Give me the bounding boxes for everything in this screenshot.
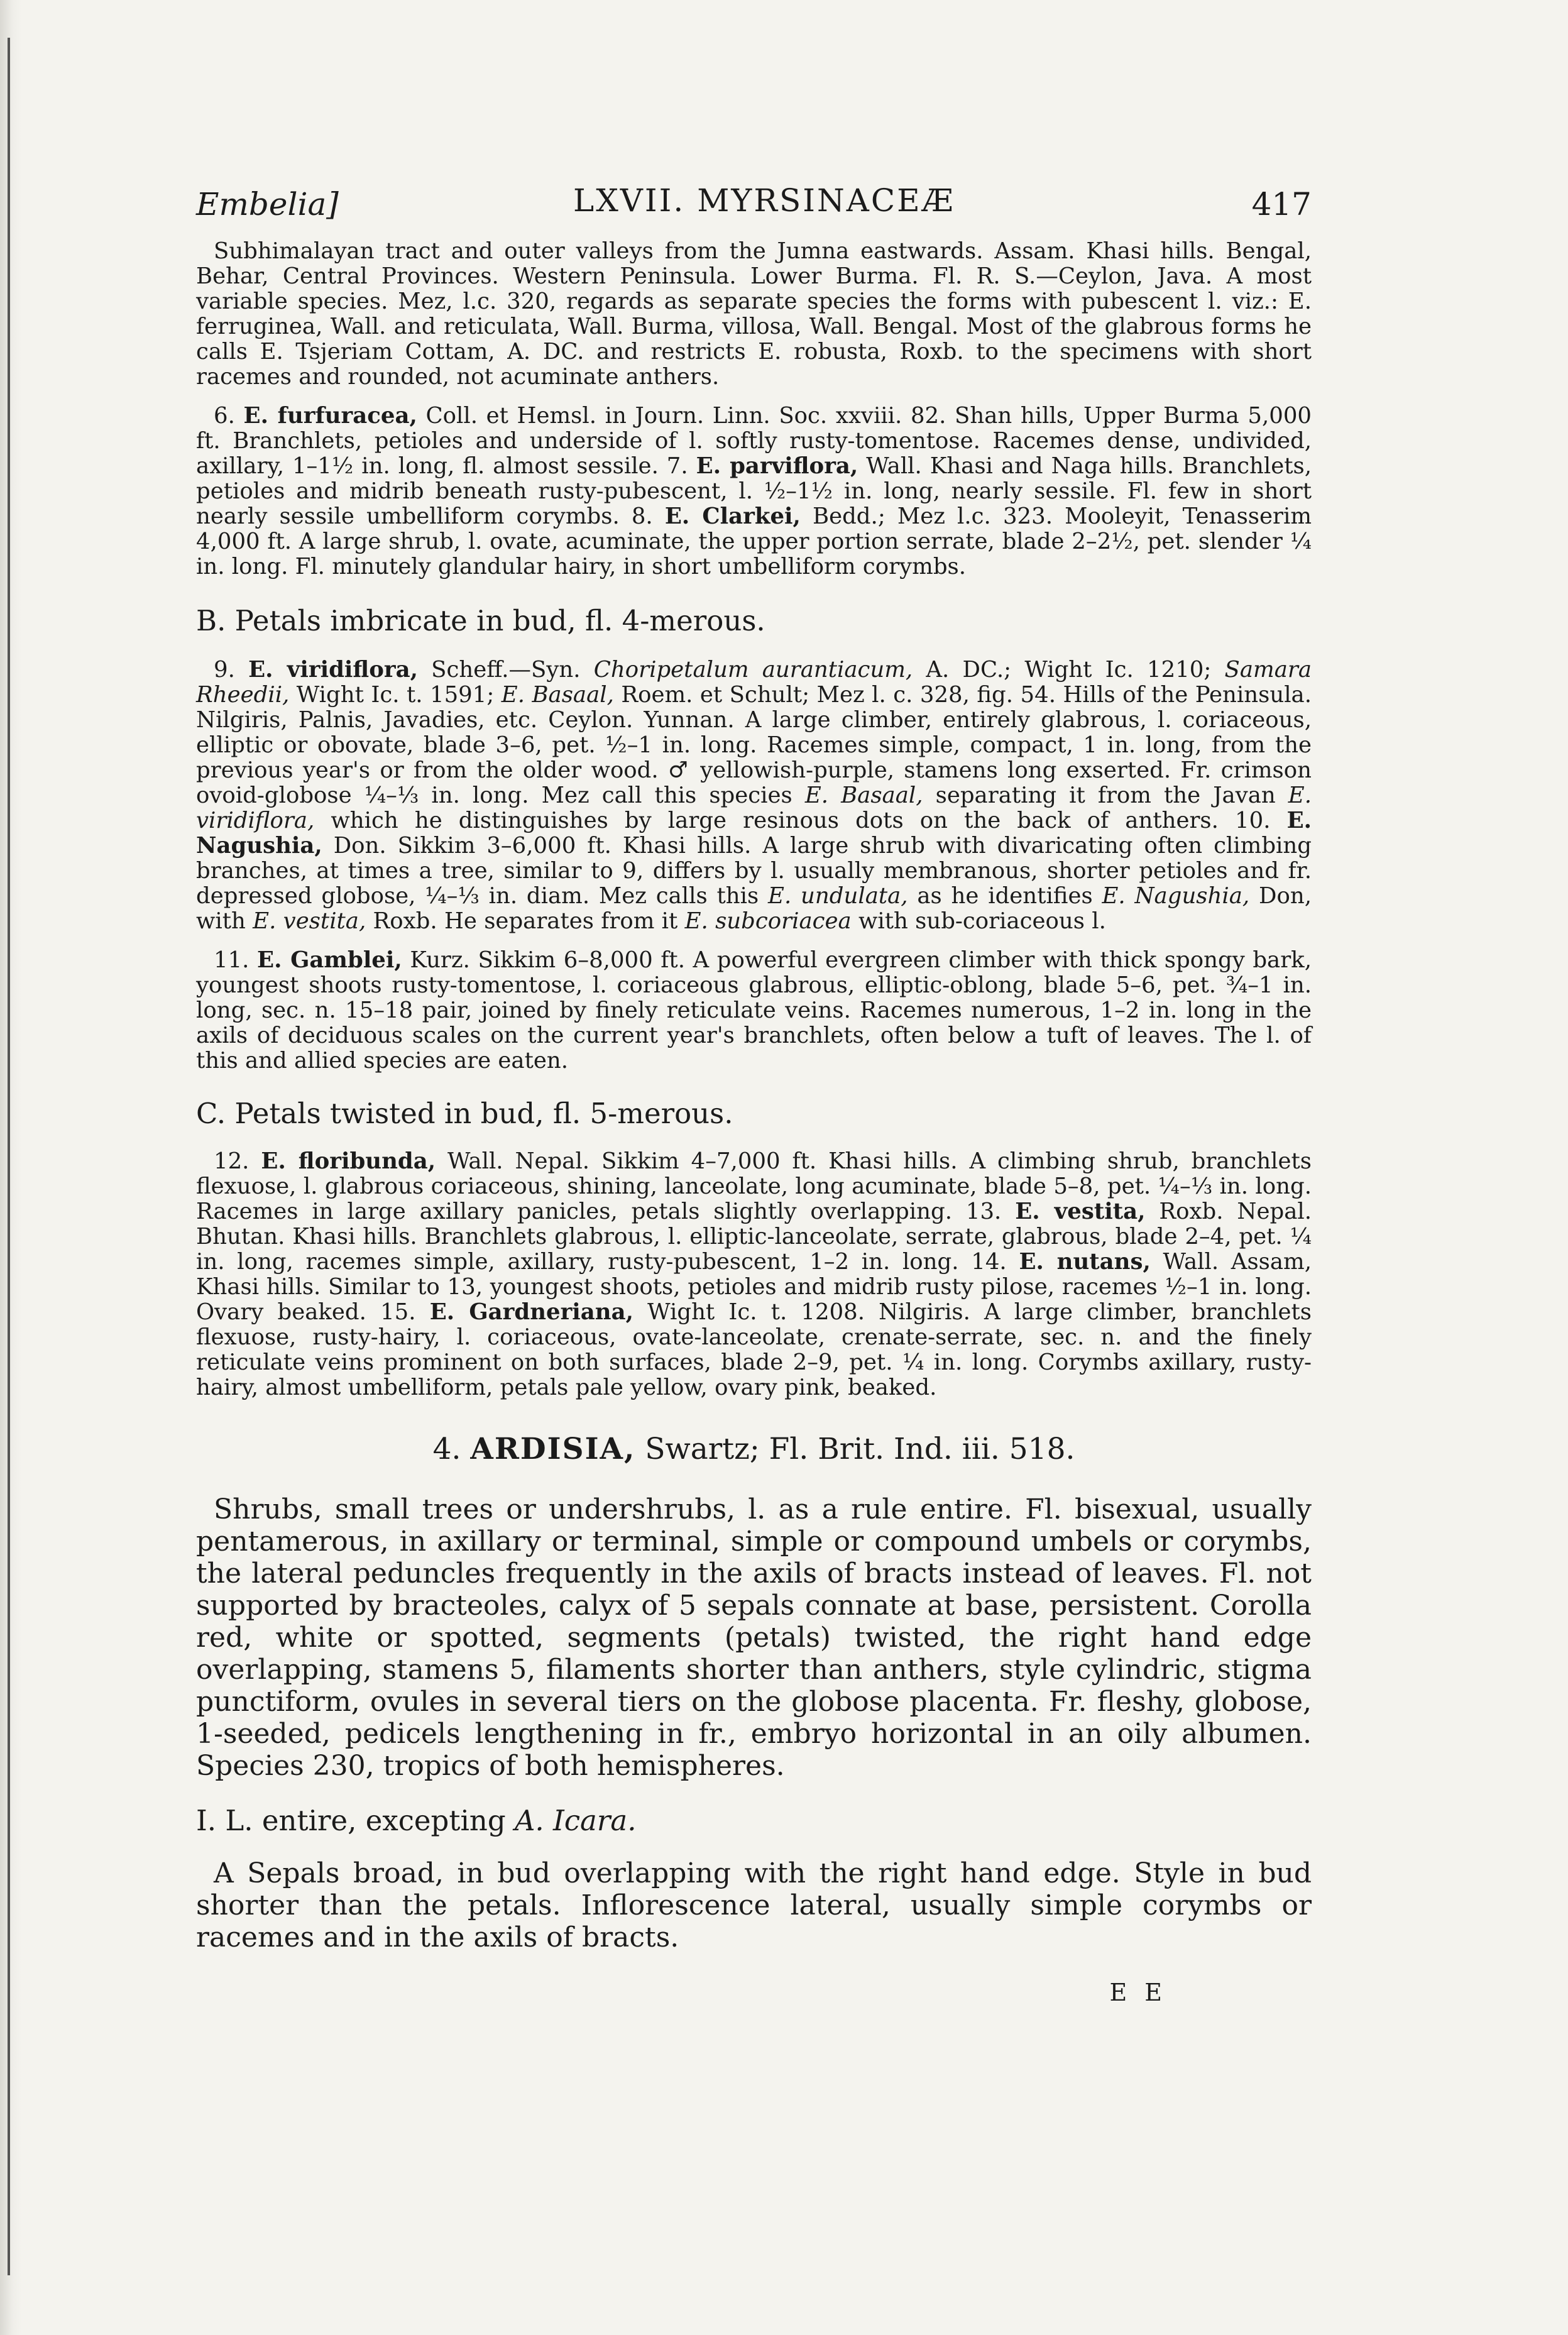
synonym: E. subcoriacea <box>684 908 852 934</box>
synonym: Samara Rheedii, <box>196 657 1312 708</box>
section-a-text: A Sepals broad, in bud overlapping with the right hand edge. Style in bud shorter than the petals. Inflorescence lateral, usually simple corymbs or racemes and in the axils of bracts. <box>196 1857 1312 1953</box>
synonym: E. undulata, <box>768 883 908 909</box>
intro-paragraph: Subhimalayan tract and outer valleys from the Jumna eastwards. Assam. Khasi hills. Bengal, Behar, Central Provinces. Western Peninsula. Lower Burma. Fl. R. S.—Ceylon, Java. A most variable species. Mez, l.c. 320, regards as separate species the forms with pubescent l. viz.: E. ferruginea, Wall. and reticulata, Wall. Burma, villosa, Wall. Bengal. Most of the glabrous forms he calls E. Tsjeriam Cottam, A. DC. and restricts E. robusta, Roxb. to the specimens with short racemes and rounded, not acuminate anthers. <box>196 238 1312 390</box>
species-name: E. viridiflora, <box>248 657 418 683</box>
page <box>196 182 1312 2006</box>
subheading-c: C. Petals twisted in bud, fl. 5-merous. <box>196 1097 733 1130</box>
section-heading-i: I. L. entire, excepting A. Icara. <box>196 1804 637 1837</box>
genus-description-block <box>196 1493 1312 1782</box>
species-name: E. Gamblei, <box>257 947 402 973</box>
synonym: E. Basaal, <box>804 783 923 808</box>
genus-description: Shrubs, small trees or undershrubs, l. as a rule entire. Fl. bisexual, usually pentamerous, in axillary or terminal, simple or compound umbels or corymbs, the lateral peduncles frequently in the axils of bracts instead of leaves. Fl. not supported by bracteoles, calyx of 5 sepals connate at base, persistent. Corolla red, white or spotted, segments (petals) twisted, the right hand edge overlapping, stamens 5, filaments shorter than anthers, style cylindric, stigma punctiform, ovules in several tiers on the globose placenta. Fr. fleshy, globose, 1-seeded, pedicels lengthening in fr., embryo horizontal in an oily albumen. Species 230, tropics of both hemispheres. <box>196 1493 1312 1782</box>
genus-heading: 4. ARDISIA, Swartz; Fl. Brit. Ind. iii. 518. <box>432 1432 1075 1466</box>
species-12-15-paragraph: 12. E. floribunda, Wall. Nepal. Sikkim 4–7,000 ft. Khasi hills. A climbing shrub, branchlets flexuose, l. glabrous coriaceous, shining, lanceolate, long acuminate, blade 5–8, pet. ¼–⅓ in. long. Racemes in large axillary panicles, petals slightly overlapping. 13. E. vestita, Roxb. Nepal. Bhutan. Khasi hills. Branchlets glabrous, l. elliptic-lanceolate, serrate, glabrous, blade 2–4, pet. ¼ in. long, racemes simple, axillary, rusty-pubescent, 1–2 in. long. 14. E. nutans, Wall. Assam, Khasi hills. Similar to 13, youngest shoots, petioles and midrib rusty pilose, racemes ½–1 in. long. Ovary beaked. 15. E. Gardneriana, Wight Ic. t. 1208. Nilgiris. A large climber, branchlets flexuose, rusty-hairy, l. coriaceous, ovate-lanceolate, crenate-serrate, sec. n. and the finely reticulate veins prominent on both surfaces, blade 2–9, pet. ¼ in. long. Corymbs axillary, rusty-hairy, almost umbelliform, petals pale yellow, ovary pink, beaked. <box>196 1148 1312 1400</box>
species-notes-lower <box>196 1149 1312 1400</box>
header-family: LXVII. MYRSINACEÆ <box>573 182 955 219</box>
species-notes-middle <box>196 657 1312 1074</box>
page-number: 417 <box>1251 186 1312 223</box>
header-genus: Embelia] <box>196 186 339 223</box>
species-name: E. parviflora, <box>696 453 858 479</box>
section-a-block <box>196 1857 1312 1953</box>
section-species: A. Icara. <box>514 1804 637 1837</box>
species-name: E. furfuracea, <box>243 403 417 429</box>
synonym: E. Nagushia, <box>1102 883 1250 909</box>
species-11-paragraph: 11. E. Gamblei, Kurz. Sikkim 6–8,000 ft. A powerful evergreen climber with thick spongy bark, youngest shoots rusty-tomentose, l. coriaceous glabrous, elliptic-oblong, blade 5–6, pet. ¾–1 in. long, sec. n. 15–18 pair, joined by finely reticulate veins. Racemes numerous, 1–2 in. long in the axils of deciduous scales on the current year's branchlets, often below a tuft of leaves. The l. of this and allied species are eaten. <box>196 947 1312 1074</box>
species-9-10-paragraph: 9. E. viridiflora, Scheff.—Syn. Choripetalum aurantiacum, A. DC.; Wight Ic. 1210; Samara Rheedii, Wight Ic. t. 1591; E. Basaal, Roem. et Schult; Mez l. c. 328, fig. 54. Hills of the Peninsula. Nilgiris, Palnis, Javadies, etc. Ceylon. Yunnan. A large climber, entirely glabrous, l. coriaceous, elliptic or obovate, blade 3–6, pet. ½–1 in. long. Racemes simple, compact, 1 in. long, from the previous year's or from the older wood. ♂ yellowish-purple, stamens long exserted. Fr. crimson ovoid-globose ¼–⅓ in. long. Mez call this species E. Basaal, separating it from the Javan E. viridiflora, which he distinguishes by large resinous dots on the back of anthers. 10. E. Nagushia, Don. Sikkim 3–6,000 ft. Khasi hills. A large shrub with divaricating often climbing branches, at times a tree, similar to 9, differs by l. usually membranous, shorter petioles and fr. depressed globose, ¼–⅓ in. diam. Mez calls this E. undulata, as he identifies E. Nagushia, Don, with E. vestita, Roxb. He separates from it E. subcoriacea with sub-coriaceous l. <box>196 657 1312 934</box>
synonym: Choripetalum aurantiacum, <box>593 657 913 683</box>
subheading-b: B. Petals imbricate in bud, fl. 4-merous. <box>196 604 765 637</box>
running-header <box>196 182 1312 239</box>
species-name: E. nutans, <box>1019 1249 1151 1275</box>
synonym: E. Basaal, <box>501 682 614 708</box>
genus-name: ARDISIA, <box>470 1432 636 1466</box>
species-name: E. Nagushia, <box>196 808 1312 859</box>
species-name: E. Gardneriana, <box>429 1299 633 1325</box>
synonym: E. viridiflora, <box>196 783 1312 833</box>
species-name: E. Clarkei, <box>664 503 801 529</box>
species-notes-upper <box>196 239 1312 580</box>
synonym: E. vestita, <box>253 908 366 934</box>
species-6-8-paragraph: 6. E. furfuracea, Coll. et Hemsl. in Journ. Linn. Soc. xxviii. 82. Shan hills, Upper Burma 5,000 ft. Branchlets, petioles and underside of l. softly rusty-tomentose. Racemes dense, undivided, axillary, 1–1½ in. long, fl. almost sessile. 7. E. parviflora, Wall. Khasi and Naga hills. Branchlets, petioles and midrib beneath rusty-pubescent, l. ½–1½ in. long, nearly sessile. Fl. few in short nearly sessile umbelliform corymbs. 8. E. Clarkei, Bedd.; Mez l.c. 323. Mooleyit, Tenasserim 4,000 ft. A large shrub, l. ovate, acuminate, the upper portion serrate, blade 2–2½, pet. slender ¼ in. long. Fl. minutely glandular hairy, in short umbelliform corymbs. <box>196 403 1312 580</box>
species-name: E. vestita, <box>1015 1199 1146 1224</box>
printer-signature: E E <box>1109 1979 1167 2006</box>
binding-edge <box>8 38 10 2275</box>
species-name: E. floribunda, <box>261 1148 436 1174</box>
page-spine-shadow <box>0 0 21 2335</box>
